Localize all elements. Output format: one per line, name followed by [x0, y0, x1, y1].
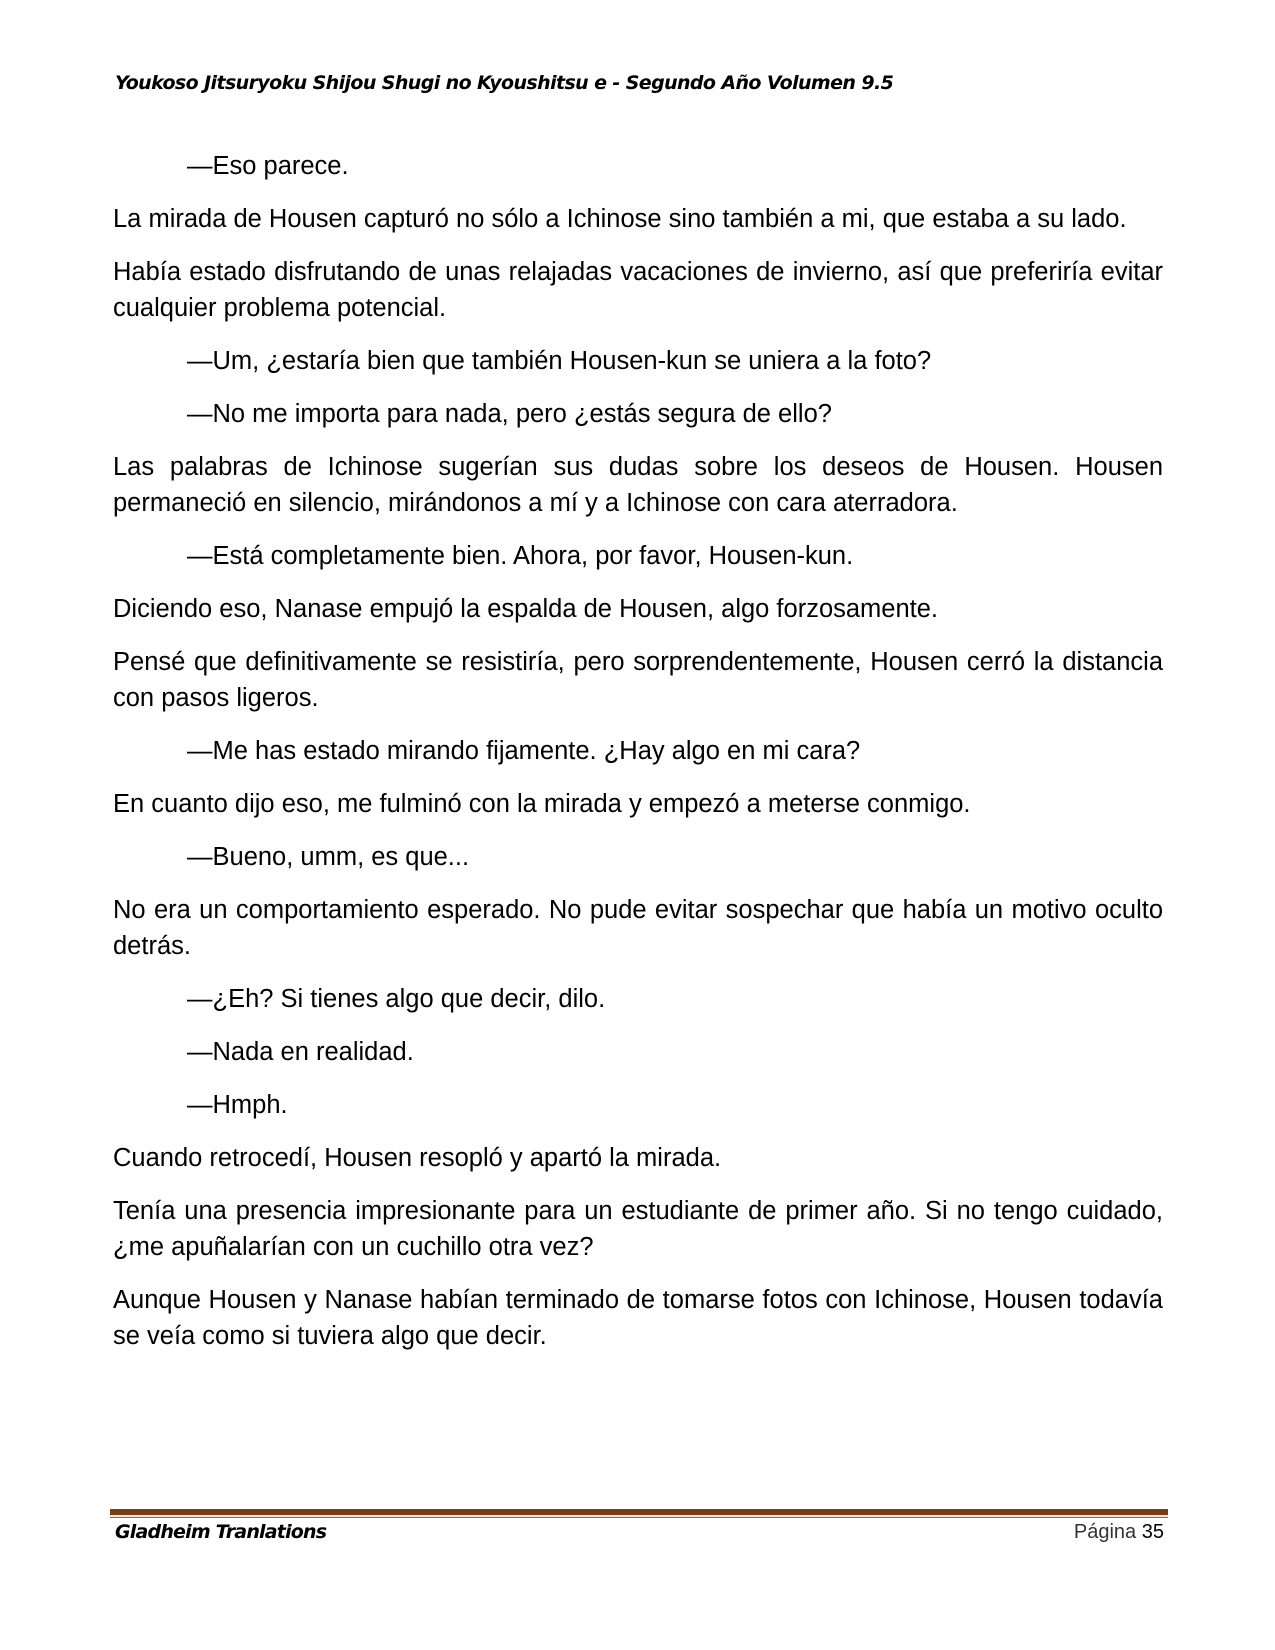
- page-label: Página: [1073, 1521, 1137, 1543]
- running-header: Youkoso Jitsuryoku Shijou Shugi no Kyoushitsu e - Segundo Año Volumen 9.5: [115, 72, 894, 94]
- dialogue-line: —Está completamente bien. Ahora, por favor, Housen-kun.: [187, 542, 854, 570]
- dialogue-line: —Hmph.: [187, 1091, 288, 1119]
- dialogue-line: —Bueno, umm, es que...: [187, 843, 470, 871]
- narration-paragraph: Cuando retrocedí, Housen resopló y apartó la mirada.: [113, 1144, 722, 1172]
- narration-paragraph: La mirada de Housen capturó no sólo a Ichinose sino también a mi, que estaba a su lado.: [113, 205, 1127, 233]
- footer-divider: [110, 1509, 1168, 1518]
- footer-divider-thin: [110, 1517, 1168, 1518]
- narration-paragraph: Las palabras de Ichinose sugerían sus dudas sobre los deseos de Housen. Housen permaneció en silencio, mirándonos a mí y a Ichinose con cara aterradora.: [113, 453, 1163, 517]
- dialogue-line: —Me has estado mirando fijamente. ¿Hay algo en mi cara?: [187, 737, 861, 765]
- narration-paragraph: Tenía una presencia impresionante para un estudiante de primer año. Si no tengo cuidado, ¿me apuñalarían con un cuchillo otra vez?: [113, 1197, 1163, 1261]
- dialogue-line: —¿Eh? Si tienes algo que decir, dilo.: [187, 985, 606, 1013]
- page-number-value: 35: [1141, 1521, 1164, 1543]
- dialogue-line: —No me importa para nada, pero ¿estás segura de ello?: [187, 400, 832, 428]
- narration-paragraph: En cuanto dijo eso, me fulminó con la mirada y empezó a meterse conmigo.: [113, 790, 971, 818]
- narration-paragraph: Pensé que definitivamente se resistiría, pero sorprendentemente, Housen cerró la distancia con pasos ligeros.: [113, 648, 1163, 712]
- narration-paragraph: Había estado disfrutando de unas relajadas vacaciones de invierno, así que preferiría evitar cualquier problema potencial.: [113, 258, 1163, 322]
- dialogue-line: —Eso parece.: [187, 152, 349, 180]
- narration-paragraph: Aunque Housen y Nanase habían terminado de tomarse fotos con Ichinose, Housen todavía se veía como si tuviera algo que decir.: [113, 1286, 1163, 1350]
- narration-paragraph: Diciendo eso, Nanase empujó la espalda de Housen, algo forzosamente.: [113, 595, 939, 623]
- page-body: [113, 148, 1163, 1371]
- dialogue-line: —Um, ¿estaría bien que también Housen-kun se uniera a la foto?: [187, 347, 932, 375]
- dialogue-line: —Nada en realidad.: [187, 1038, 414, 1066]
- narration-paragraph: No era un comportamiento esperado. No pude evitar sospechar que había un motivo oculto detrás.: [113, 896, 1163, 960]
- footer-translator-credit: Gladheim Tranlations: [115, 1521, 327, 1543]
- page-number: [1074, 1521, 1164, 1544]
